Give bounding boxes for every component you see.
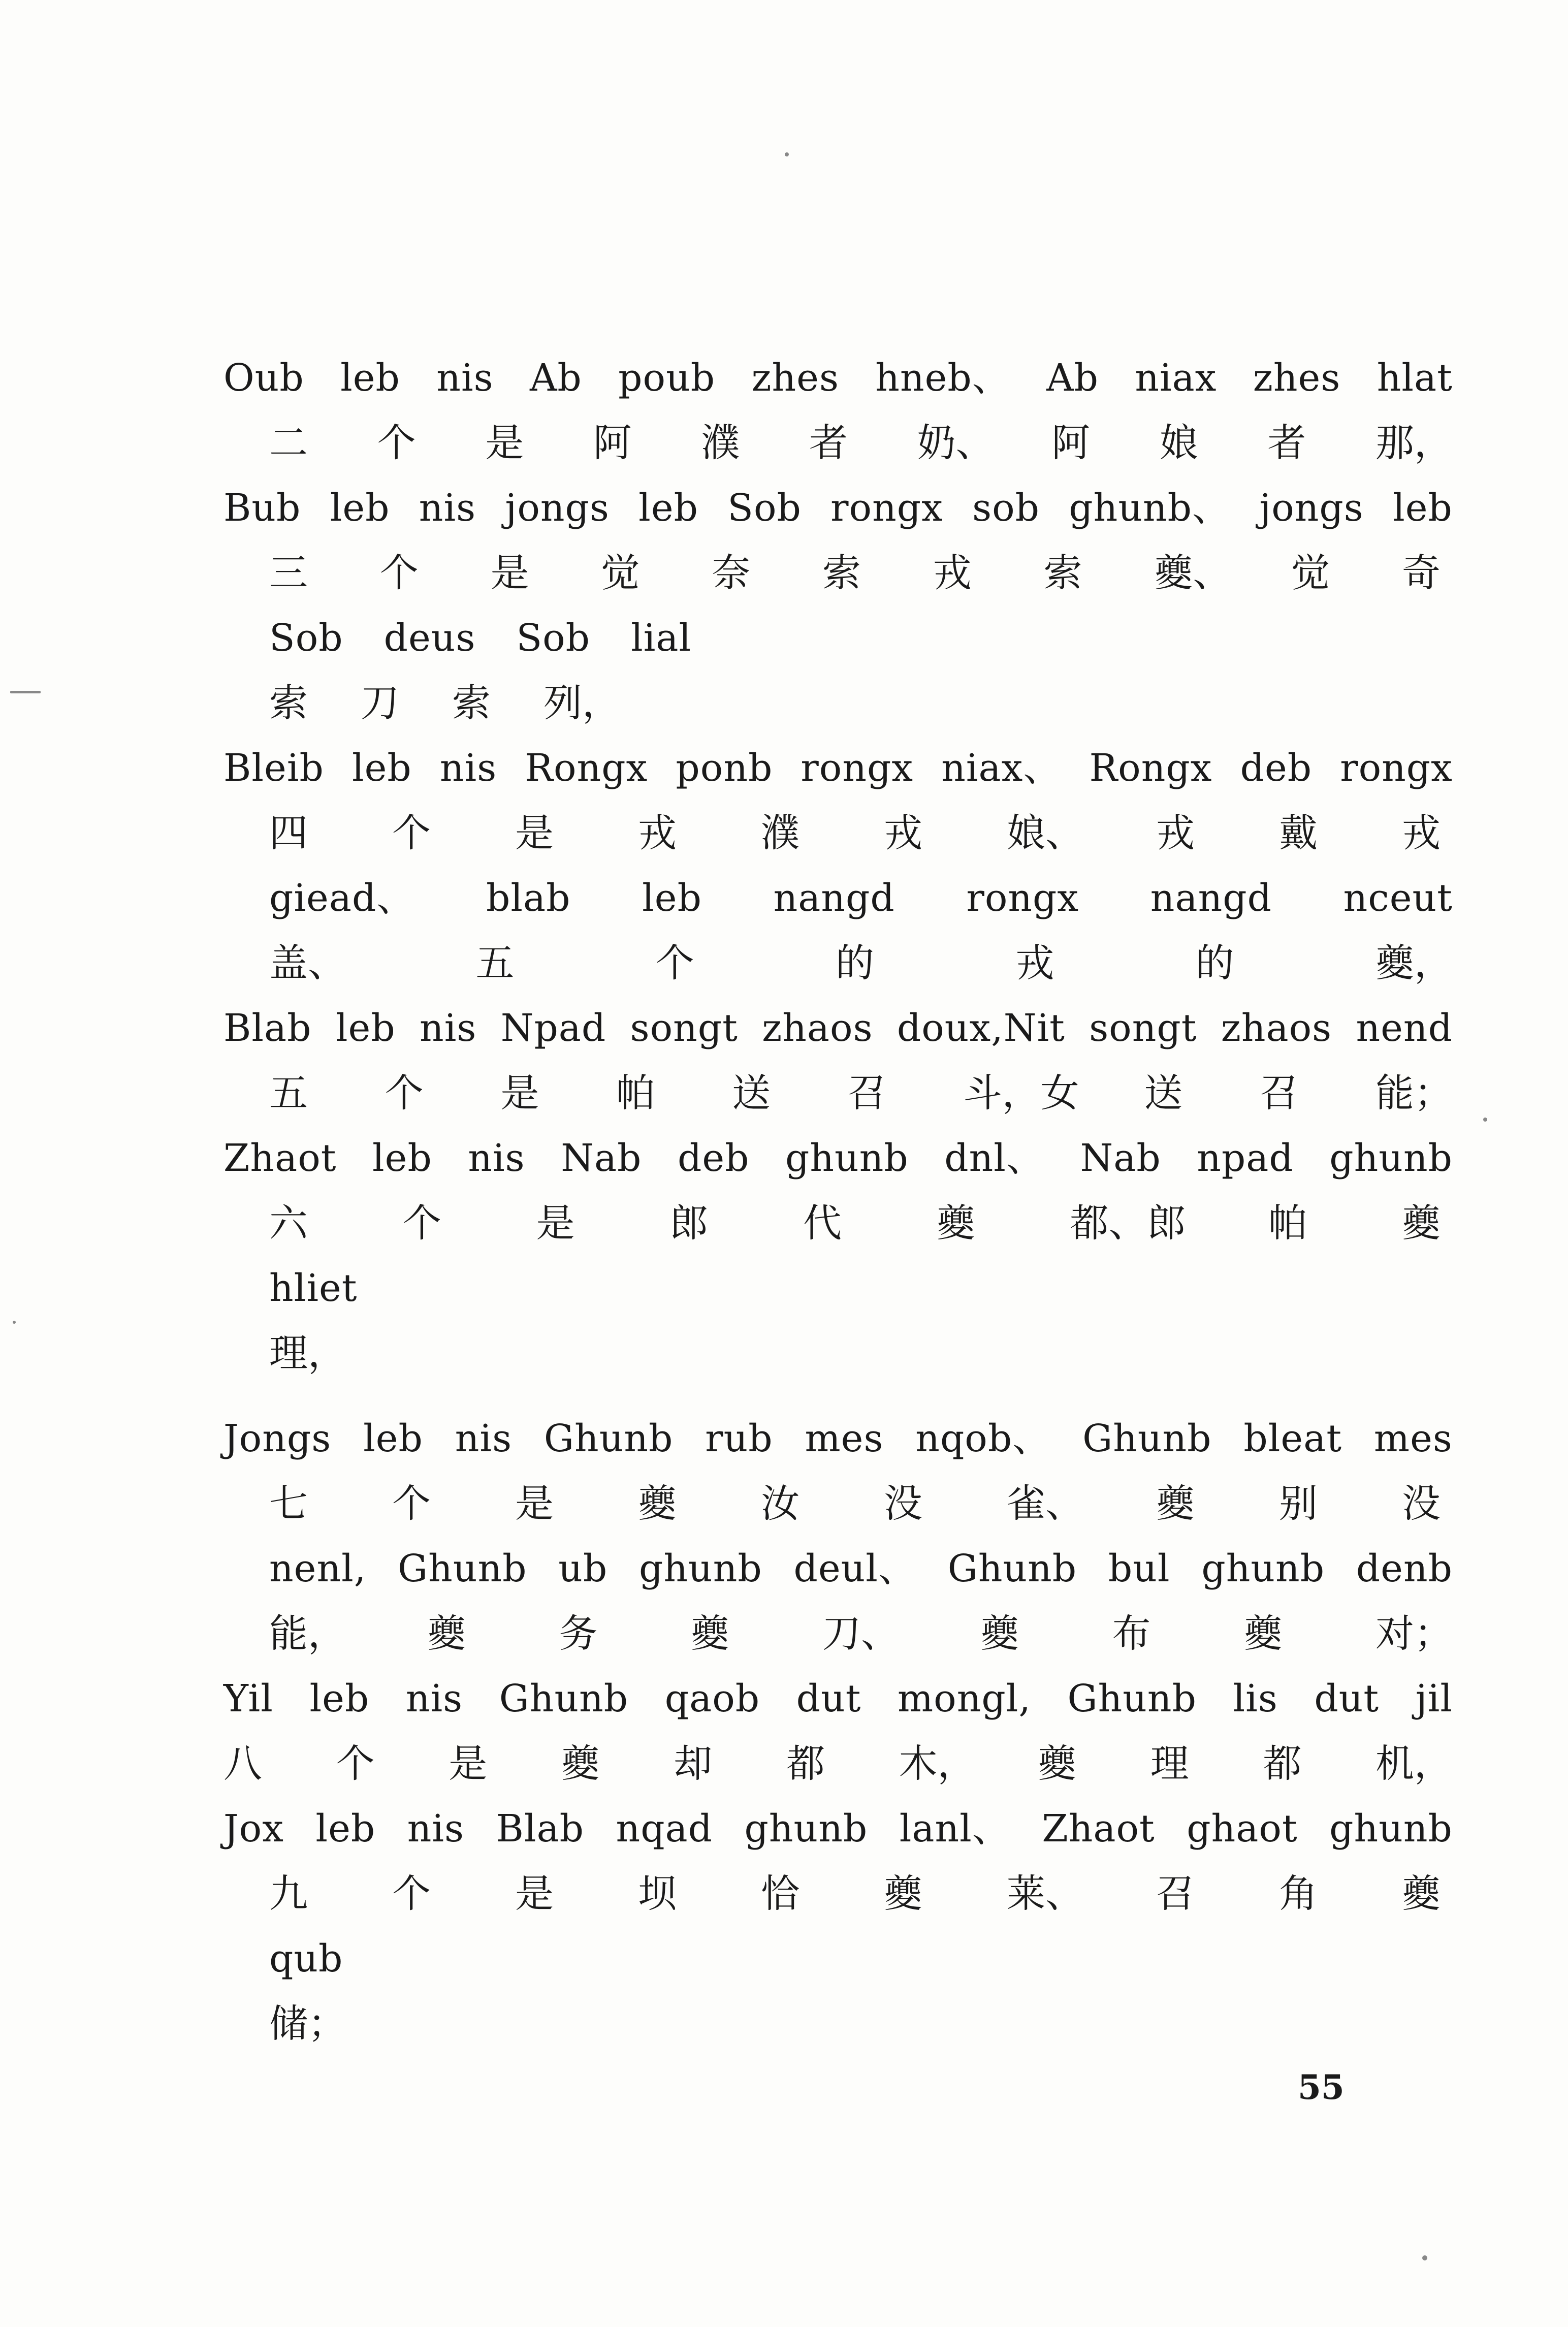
miao-word: rongx xyxy=(966,876,1079,920)
gloss-word: 个 xyxy=(336,1741,375,1786)
miao-word: hlat xyxy=(1377,356,1453,400)
miao-word: doux,Nit xyxy=(897,1006,1065,1050)
miao-word: leb xyxy=(1393,486,1453,530)
gloss-word: 奇 xyxy=(1401,550,1441,595)
gloss-word: 索 xyxy=(1043,550,1082,595)
miao-word: mes xyxy=(1373,1417,1453,1460)
miao-word: Sob xyxy=(269,616,343,660)
miao-word: rongx xyxy=(830,486,943,530)
gloss-word: 索 xyxy=(822,550,861,595)
miao-word: nis xyxy=(436,356,494,400)
gloss-word: 个 xyxy=(402,1200,441,1246)
miao-word: ghunb、 xyxy=(1069,486,1231,530)
miao-word: niax xyxy=(1135,356,1217,400)
miao-word: deul、 xyxy=(793,1547,916,1590)
miao-word: rongx xyxy=(1340,746,1453,790)
gloss-word: 帕 xyxy=(1268,1200,1307,1246)
miao-word: nis xyxy=(468,1136,525,1180)
gloss-word: 戎 xyxy=(1402,810,1441,855)
miao-word: Rongx xyxy=(525,746,648,790)
miao-word: Ghunb xyxy=(1082,1417,1212,1460)
gloss-word: 夔 xyxy=(427,1611,466,1656)
miao-word: ghunb xyxy=(785,1136,909,1180)
gloss-word: 奶、 xyxy=(917,420,995,465)
gloss-word: 夔 xyxy=(936,1200,975,1246)
miao-word: deus xyxy=(383,616,476,660)
miao-word: qub xyxy=(269,1937,343,1981)
miao-word: mes xyxy=(805,1417,884,1460)
miao-text-line xyxy=(223,1536,1453,1601)
gloss-word: 阿 xyxy=(593,420,632,465)
gloss-word: 斗，女 xyxy=(963,1070,1079,1115)
miao-word: poub xyxy=(618,356,716,400)
gloss-word: 夔 xyxy=(1038,1741,1077,1786)
miao-text-line xyxy=(223,1406,1453,1471)
miao-text-line xyxy=(223,736,1453,801)
gloss-word: 机， xyxy=(1375,1741,1453,1786)
miao-word: ghunb xyxy=(1329,1807,1453,1851)
miao-word: niax、 xyxy=(941,746,1062,790)
gloss-word: 都 xyxy=(786,1741,825,1786)
gloss-word: 那， xyxy=(1375,420,1453,465)
miao-word: ghunb xyxy=(1201,1547,1325,1590)
miao-word: Ghunb xyxy=(499,1677,629,1720)
gloss-word: 却 xyxy=(674,1741,713,1786)
gloss-word: 汝 xyxy=(761,1481,799,1526)
gloss-word: 列， xyxy=(543,680,621,725)
miao-word: zhaos xyxy=(1221,1006,1332,1050)
miao-text-line xyxy=(223,475,1453,540)
miao-word: nqob、 xyxy=(915,1417,1051,1460)
miao-word: Jox xyxy=(223,1807,284,1851)
miao-word: jil xyxy=(1415,1677,1453,1720)
miao-word: leb xyxy=(351,746,412,790)
gloss-word: 四 xyxy=(269,810,308,855)
chinese-gloss-line xyxy=(223,801,1453,866)
chinese-gloss-line xyxy=(223,1061,1453,1126)
miao-word: nangd xyxy=(773,876,895,920)
miao-word: leb xyxy=(372,1136,432,1180)
miao-word: Nab xyxy=(1080,1136,1161,1180)
gloss-word: 夔 xyxy=(638,1481,677,1526)
gloss-word: 理， xyxy=(269,1330,346,1376)
gloss-word: 戎 xyxy=(1015,940,1054,985)
miao-word: lis xyxy=(1233,1677,1278,1720)
scan-speck xyxy=(785,152,789,156)
gloss-word: 莱、 xyxy=(1007,1871,1084,1916)
miao-word: leb xyxy=(309,1677,370,1720)
miao-text-line xyxy=(223,1256,1453,1321)
miao-word: nenl, xyxy=(269,1547,367,1590)
gloss-word: 觉 xyxy=(1291,550,1330,595)
miao-word: jongs xyxy=(1259,486,1364,530)
miao-text-line xyxy=(223,1796,1453,1861)
gloss-word: 六 xyxy=(269,1200,308,1246)
gloss-word: 坝 xyxy=(638,1871,677,1916)
miao-word: nqad xyxy=(616,1807,713,1851)
miao-word: bul xyxy=(1108,1547,1170,1590)
miao-word: hliet xyxy=(269,1266,358,1310)
miao-word: hneb、 xyxy=(875,356,1010,400)
gloss-word: 三 xyxy=(269,550,308,595)
gloss-word: 夔 xyxy=(561,1741,600,1786)
miao-text-line xyxy=(223,1666,1453,1731)
chinese-gloss-line xyxy=(223,1191,1453,1256)
gloss-word: 是 xyxy=(515,1481,554,1526)
gloss-word: 戴 xyxy=(1279,810,1318,855)
miao-word: Jongs xyxy=(223,1417,332,1460)
gloss-word: 能； xyxy=(1375,1070,1453,1115)
chinese-gloss-line xyxy=(223,671,1453,736)
miao-text-line xyxy=(223,1926,1453,1991)
miao-word: rub xyxy=(705,1417,773,1460)
gloss-word: 的 xyxy=(835,940,874,985)
miao-word: songt xyxy=(630,1006,738,1050)
gloss-word: 索 xyxy=(452,680,491,725)
gloss-word: 个 xyxy=(385,1070,424,1115)
gloss-word: 戎 xyxy=(933,550,972,595)
gloss-word: 夔、 xyxy=(1154,550,1232,595)
gloss-word: 没 xyxy=(1402,1481,1441,1526)
gloss-word: 帕 xyxy=(616,1070,655,1115)
miao-word: leb xyxy=(315,1807,376,1851)
miao-word: blab xyxy=(486,876,571,920)
miao-text-line xyxy=(223,996,1453,1061)
gloss-word: 代 xyxy=(803,1200,842,1246)
miao-word: Nab xyxy=(561,1136,642,1180)
gloss-word: 对； xyxy=(1375,1611,1453,1656)
miao-word: Ghunb xyxy=(1067,1677,1197,1720)
scan-speck xyxy=(1422,2255,1427,2260)
chinese-gloss-line xyxy=(223,1471,1453,1536)
gloss-word: 送 xyxy=(1144,1070,1183,1115)
miao-word: nis xyxy=(407,1807,465,1851)
gloss-word: 五 xyxy=(269,1070,308,1115)
miao-word: Ghunb xyxy=(398,1547,527,1590)
text-block xyxy=(223,345,1453,2056)
gloss-word: 刀 xyxy=(361,680,399,725)
gloss-word: 夔 xyxy=(1402,1871,1441,1916)
miao-word: dut xyxy=(796,1677,861,1720)
gloss-word: 郎 xyxy=(669,1200,709,1246)
miao-word: Bleib xyxy=(223,746,324,790)
miao-word: ub xyxy=(558,1547,608,1590)
gloss-word: 娘 xyxy=(1159,420,1198,465)
gloss-word: 召 xyxy=(1156,1871,1195,1916)
scan-speck xyxy=(13,1321,16,1324)
gloss-word: 务 xyxy=(559,1611,598,1656)
miao-word: rongx xyxy=(801,746,914,790)
miao-word: Blab xyxy=(223,1006,312,1050)
miao-word: lial xyxy=(631,616,692,660)
gloss-word: 召 xyxy=(847,1070,886,1115)
miao-word: bleat xyxy=(1243,1417,1342,1460)
miao-word: Sob xyxy=(727,486,802,530)
miao-word: ghaot xyxy=(1187,1807,1298,1851)
gloss-word: 觉 xyxy=(601,550,640,595)
gloss-word: 奈 xyxy=(712,550,751,595)
miao-word: Bub xyxy=(223,486,301,530)
scan-speck xyxy=(10,691,41,693)
gloss-word: 个 xyxy=(392,1871,431,1916)
gloss-word: 恰 xyxy=(761,1871,799,1916)
miao-word: ghunb xyxy=(639,1547,762,1590)
gloss-word: 角 xyxy=(1279,1871,1318,1916)
miao-word: zhaos xyxy=(762,1006,873,1050)
miao-word: nis xyxy=(439,746,497,790)
gloss-word: 夔 xyxy=(690,1611,729,1656)
page-number: 55 xyxy=(1298,2067,1345,2107)
gloss-word: 阿 xyxy=(1051,420,1091,465)
gloss-word: 是 xyxy=(515,1871,554,1916)
gloss-word: 戎 xyxy=(638,810,677,855)
gloss-word: 娘、 xyxy=(1007,810,1084,855)
gloss-word: 戎 xyxy=(1156,810,1195,855)
miao-word: leb xyxy=(363,1417,423,1460)
miao-word: deb xyxy=(1240,746,1313,790)
miao-word: leb xyxy=(335,1006,396,1050)
chinese-gloss-line xyxy=(223,540,1453,605)
miao-word: nis xyxy=(405,1677,463,1720)
miao-word: dut xyxy=(1314,1677,1380,1720)
miao-word: zhes xyxy=(1253,356,1341,400)
miao-word: Yil xyxy=(223,1677,273,1720)
line-gap xyxy=(223,1386,1453,1406)
miao-word: jongs xyxy=(505,486,610,530)
gloss-word: 是 xyxy=(485,420,524,465)
miao-word: Ghunb xyxy=(543,1417,674,1460)
gloss-word: 夔， xyxy=(1375,940,1453,985)
miao-word: nis xyxy=(419,486,476,530)
gloss-word: 送 xyxy=(732,1070,771,1115)
gloss-word: 九 xyxy=(269,1871,308,1916)
miao-word: leb xyxy=(340,356,400,400)
gloss-word: 者 xyxy=(1267,420,1306,465)
gloss-word: 二 xyxy=(269,420,308,465)
miao-word: lanl、 xyxy=(899,1807,1010,1851)
miao-word: songt xyxy=(1089,1006,1197,1050)
gloss-word: 别 xyxy=(1279,1481,1318,1526)
gloss-word: 濮 xyxy=(701,420,740,465)
miao-word: dnl、 xyxy=(944,1136,1044,1180)
miao-word: Ab xyxy=(529,356,582,400)
miao-word: ponb xyxy=(676,746,773,790)
gloss-word: 夔 xyxy=(1243,1611,1283,1656)
miao-word: ghunb xyxy=(1329,1136,1453,1180)
gloss-word: 是 xyxy=(536,1200,575,1246)
gloss-word: 雀、 xyxy=(1007,1481,1084,1526)
miao-word: leb xyxy=(642,876,702,920)
gloss-word: 是 xyxy=(515,810,554,855)
miao-word: Ghunb xyxy=(947,1547,1077,1590)
chinese-gloss-line xyxy=(223,931,1453,996)
miao-word: mongl, xyxy=(898,1677,1031,1720)
gloss-word: 木， xyxy=(899,1741,976,1786)
gloss-word: 布 xyxy=(1112,1611,1151,1656)
chinese-gloss-line xyxy=(223,1991,1453,2056)
gloss-word: 都、郎 xyxy=(1070,1200,1186,1246)
miao-text-line xyxy=(223,866,1453,931)
chinese-gloss-line xyxy=(223,1601,1453,1666)
gloss-word: 个 xyxy=(392,810,431,855)
gloss-word: 储； xyxy=(269,2001,346,2046)
miao-word: nend xyxy=(1356,1006,1453,1050)
gloss-word: 盖、 xyxy=(269,940,346,985)
miao-word: Blab xyxy=(496,1807,585,1851)
miao-word: giead、 xyxy=(269,876,415,920)
chinese-gloss-line xyxy=(223,1321,1453,1386)
miao-word: leb xyxy=(330,486,390,530)
chinese-gloss-line xyxy=(223,410,1453,475)
miao-word: leb xyxy=(638,486,698,530)
miao-text-line xyxy=(223,345,1453,410)
miao-text-line xyxy=(223,605,1453,671)
gloss-word: 濮 xyxy=(761,810,799,855)
chinese-gloss-line xyxy=(223,1731,1453,1796)
miao-word: nis xyxy=(420,1006,477,1050)
gloss-word: 个 xyxy=(379,550,419,595)
gloss-word: 五 xyxy=(475,940,515,985)
gloss-word: 戎 xyxy=(884,810,922,855)
gloss-word: 个 xyxy=(392,1481,431,1526)
miao-word: Ab xyxy=(1046,356,1099,400)
chinese-gloss-line xyxy=(223,1861,1453,1926)
miao-word: zhes xyxy=(751,356,839,400)
gloss-word: 七 xyxy=(269,1481,308,1526)
gloss-word: 没 xyxy=(884,1481,922,1526)
gloss-word: 都 xyxy=(1263,1741,1302,1786)
miao-word: Zhaot xyxy=(223,1136,337,1180)
miao-word: nceut xyxy=(1343,876,1453,920)
miao-word: Rongx xyxy=(1089,746,1212,790)
miao-word: denb xyxy=(1356,1547,1453,1590)
gloss-word: 个 xyxy=(377,420,416,465)
miao-word: nis xyxy=(455,1417,513,1460)
gloss-word: 夔 xyxy=(980,1611,1019,1656)
miao-word: npad xyxy=(1197,1136,1294,1180)
gloss-word: 夔 xyxy=(1156,1481,1195,1526)
miao-word: nangd xyxy=(1150,876,1272,920)
miao-text-line xyxy=(223,1126,1453,1191)
miao-word: ghunb xyxy=(744,1807,868,1851)
miao-word: Sob xyxy=(516,616,591,660)
gloss-word: 理 xyxy=(1150,1741,1189,1786)
gloss-word: 个 xyxy=(655,940,694,985)
miao-word: Zhaot xyxy=(1042,1807,1155,1851)
gloss-word: 是 xyxy=(449,1741,488,1786)
gloss-word: 是 xyxy=(490,550,529,595)
gloss-word: 能， xyxy=(269,1611,346,1656)
gloss-word: 夔 xyxy=(884,1871,922,1916)
miao-word: sob xyxy=(972,486,1040,530)
gloss-word: 是 xyxy=(500,1070,539,1115)
gloss-word: 夔 xyxy=(1402,1200,1441,1246)
miao-word: Npad xyxy=(500,1006,606,1050)
miao-word: deb xyxy=(677,1136,750,1180)
miao-word: qaob xyxy=(664,1677,760,1720)
gloss-word: 的 xyxy=(1195,940,1234,985)
gloss-word: 刀、 xyxy=(822,1611,900,1656)
gloss-word: 索 xyxy=(269,680,308,725)
miao-word: Oub xyxy=(223,356,304,400)
gloss-word: 者 xyxy=(809,420,848,465)
gloss-word: 召 xyxy=(1260,1070,1299,1115)
scan-speck xyxy=(1483,1118,1487,1122)
gloss-word: 八 xyxy=(223,1741,262,1786)
